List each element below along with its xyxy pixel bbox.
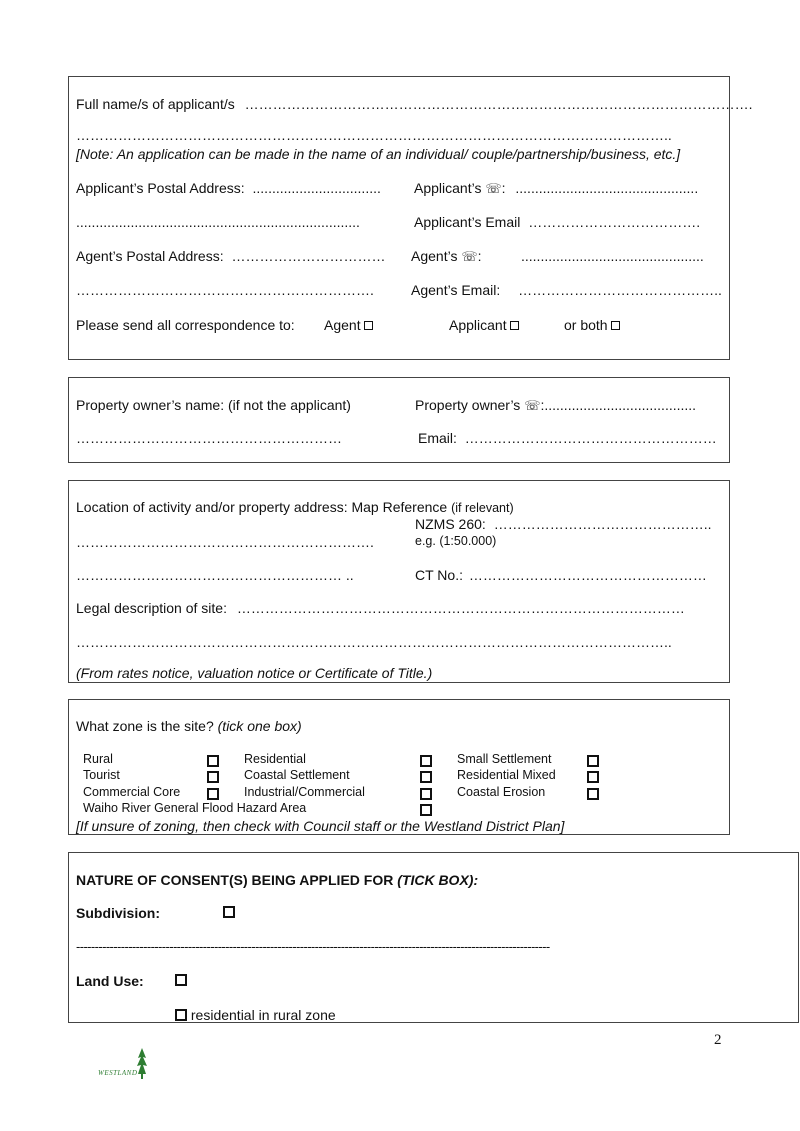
residential-rural-option[interactable] — [175, 1007, 336, 1023]
owner-name-label: Property owner’s name: (if not the applicant) — [76, 397, 351, 413]
section-divider: ------------------------------------------------------------------------------------------------------------------------------- — [76, 939, 550, 954]
consent-section — [68, 852, 799, 1023]
legal-description-label: Legal description of site: — [76, 600, 227, 616]
zone-label: Coastal Erosion — [457, 785, 546, 799]
zone-option-flood-hazard[interactable] — [83, 801, 306, 815]
agent-checkbox[interactable] — [364, 321, 373, 330]
nzms-field[interactable]: ……………………………………….. — [493, 516, 712, 532]
zone-option-small-settlement[interactable] — [457, 752, 551, 766]
location-address-field-2[interactable]: ………………………………………………… .. — [76, 567, 354, 583]
owner-phone-label: Property owner’s — [415, 397, 521, 413]
phone-icon: ☏ — [524, 399, 541, 414]
agent-postal-field[interactable]: …………………………… — [231, 248, 386, 264]
agent-option-label: Agent — [324, 317, 361, 333]
applicant-checkbox[interactable] — [510, 321, 519, 330]
zone-label: Industrial/Commercial — [244, 785, 365, 799]
checkbox-residential-mixed[interactable] — [587, 771, 599, 783]
location-address-label: Location of activity and/or property address: Map Reference — [76, 499, 448, 515]
zone-tick-hint: (tick one box) — [217, 718, 302, 734]
nzms-label: NZMS 260: — [415, 516, 486, 532]
zone-unsure-note: [If unsure of zoning, then check with Council staff or the Westland District Plan] — [76, 818, 565, 834]
location-address-field[interactable]: ………………………………………………………. — [76, 534, 374, 550]
correspondence-agent-option[interactable] — [324, 317, 373, 333]
agent-postal-label: Agent’s Postal Address: — [76, 248, 224, 264]
land-use-checkbox[interactable] — [175, 974, 187, 986]
checkbox-commercial-core[interactable] — [207, 788, 219, 800]
westland-logo — [98, 1046, 154, 1084]
applicant-section: Full name/s of applicant/s ………………………………………………………………………………………………. ……………………………………………………………………………………………………………….. [Note: An application can be made in the name of an individual/ couple/partnership/business, etc.] Applicant’s Postal Address: ................................. Applicant’s ☏: ............................................... ......................................................................... Applicant’s Email ………………………………. Agent’s Postal Address: …………………………… Agent’s ☏: ............................................... ………………………………………………………. Agent’s Email: …………………………………….. Please send all correspondence to: Agent Applicant or both — [68, 76, 730, 360]
residential-rural-checkbox[interactable] — [175, 1009, 187, 1021]
legal-description-field-2[interactable]: ……………………………………………………………………………………………………………….. — [76, 634, 672, 650]
zone-option-coastal-settlement[interactable] — [244, 768, 350, 782]
both-checkbox[interactable] — [611, 321, 620, 330]
full-name-label: Full name/s of applicant/s — [76, 96, 235, 112]
correspondence-both-option[interactable] — [564, 317, 620, 333]
owner-section: Property owner’s name: (if not the applicant) Property owner’s ☏:....................................... ………………………………………………… Email: ……………………………………………… — [68, 377, 730, 463]
correspondence-label: Please send all correspondence to: — [76, 317, 295, 333]
zone-option-coastal-erosion[interactable] — [457, 785, 545, 799]
both-option-label: or both — [564, 317, 608, 333]
zone-option-residential-mixed[interactable] — [457, 768, 556, 782]
owner-email-label: Email: — [418, 430, 457, 446]
phone-icon: ☏ — [461, 250, 478, 265]
application-note: [Note: An application can be made in the name of an individual/ couple/partnership/business, etc.] — [76, 146, 681, 162]
checkbox-tourist[interactable] — [207, 771, 219, 783]
applicant-postal-field[interactable]: ................................. — [252, 180, 381, 196]
checkbox-industrial-commercial[interactable] — [420, 788, 432, 800]
checkbox-rural[interactable] — [207, 755, 219, 767]
consent-heading: NATURE OF CONSENT(S) BEING APPLIED FOR — [76, 872, 394, 888]
zone-label: Tourist — [83, 768, 120, 782]
checkbox-flood-hazard[interactable] — [420, 804, 432, 816]
applicant-email-label: Applicant’s Email — [414, 214, 521, 230]
owner-phone-field[interactable]: ....................................... — [544, 397, 697, 413]
land-use-label: Land Use: — [76, 973, 144, 989]
ct-number-label: CT No.: — [415, 567, 463, 583]
zone-option-rural[interactable] — [83, 752, 113, 766]
zone-label: Coastal Settlement — [244, 768, 350, 782]
applicant-email-field[interactable]: ………………………………. — [528, 214, 701, 230]
zone-option-residential[interactable] — [244, 752, 306, 766]
subdivision-checkbox[interactable] — [223, 906, 235, 918]
tree-icon — [98, 1046, 154, 1084]
logo-text: WESTLAND — [98, 1069, 138, 1077]
applicant-postal-label: Applicant’s Postal Address: — [76, 180, 245, 196]
legal-source-note: (From rates notice, valuation notice or Certificate of Title.) — [76, 665, 433, 681]
zone-label: Residential — [244, 752, 306, 766]
zone-question: What zone is the site? — [76, 718, 214, 734]
checkbox-small-settlement[interactable] — [587, 755, 599, 767]
zone-label: Small Settlement — [457, 752, 552, 766]
agent-phone-field[interactable]: ............................................... — [521, 248, 704, 264]
zone-option-tourist[interactable] — [83, 768, 120, 782]
if-relevant-note: (if relevant) — [451, 501, 514, 515]
ct-number-field[interactable]: …………………………………………… — [468, 567, 707, 583]
checkbox-residential[interactable] — [420, 755, 432, 767]
page-number: 2 — [714, 1032, 722, 1048]
agent-email-label: Agent’s Email: — [411, 282, 501, 298]
applicant-phone-label: Applicant’s — [414, 180, 482, 196]
zone-section — [68, 699, 730, 835]
zone-option-commercial-core[interactable] — [83, 785, 180, 799]
location-section — [68, 480, 730, 683]
agent-postal-field-2[interactable]: ………………………………………………………. — [76, 282, 374, 298]
residential-rural-label: residential in rural zone — [190, 1007, 336, 1023]
applicant-phone-field[interactable]: ............................................... — [515, 180, 699, 196]
full-name-field-2[interactable]: ……………………………………………………………………………………………………………….. — [76, 127, 672, 143]
zone-option-industrial-commercial[interactable] — [244, 785, 365, 799]
phone-icon: ☏ — [485, 182, 502, 197]
zone-label: Waiho River General Flood Hazard Area — [83, 801, 307, 815]
zone-label: Residential Mixed — [457, 768, 556, 782]
agent-phone-label: Agent’s — [411, 248, 458, 264]
map-scale-example: e.g. (1:50.000) — [415, 534, 497, 548]
subdivision-label: Subdivision: — [76, 905, 160, 921]
consent-heading-tick: (TICK BOX): — [397, 872, 479, 888]
zone-label: Commercial Core — [83, 785, 181, 799]
owner-name-field[interactable]: ………………………………………………… — [76, 430, 342, 446]
applicant-option-label: Applicant — [449, 317, 507, 333]
full-name-field[interactable]: ………………………………………………………………………………………………. — [244, 96, 753, 112]
correspondence-applicant-option[interactable] — [449, 317, 519, 333]
legal-description-field[interactable]: …………………………………………………………………………………… — [236, 600, 685, 616]
zone-label: Rural — [83, 752, 113, 766]
checkbox-coastal-settlement[interactable] — [420, 771, 432, 783]
checkbox-coastal-erosion[interactable] — [587, 788, 599, 800]
owner-email-field[interactable]: ……………………………………………… — [464, 430, 717, 446]
applicant-postal-field-2[interactable]: ......................................................................... — [76, 214, 360, 230]
agent-email-field[interactable]: …………………………………….. — [518, 282, 722, 298]
